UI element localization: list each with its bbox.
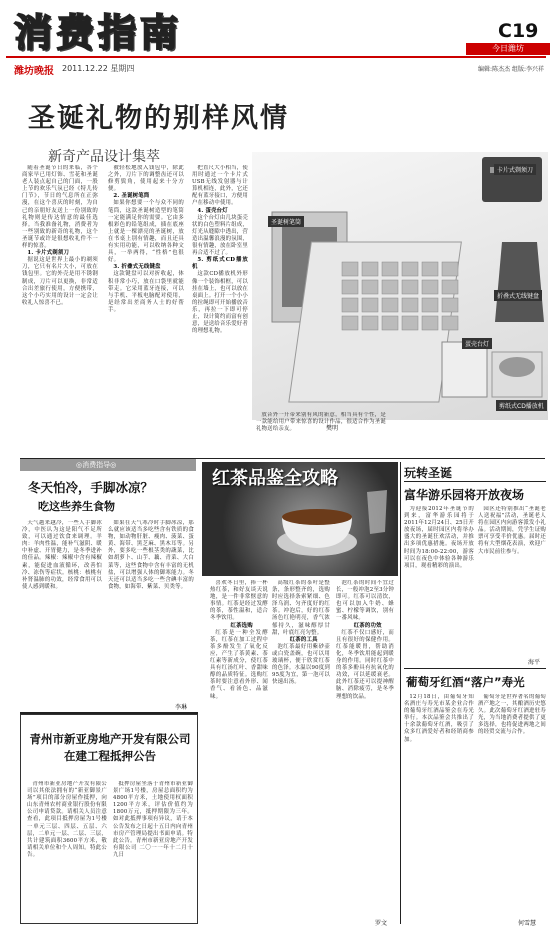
tea-col-2 bbox=[272, 580, 330, 925]
feature-para: 如果你想要一个与众不同的笔筒，这款圣诞树造型的笔筒一定能满足你的需要。它由多根彩色的铅笔组成，插在底座上就是一棵漂亮的圣诞树，放在书桌上别有情趣，而且还具有实用功能，可以收纳各种文具，一举两得，“性格”也很好。 bbox=[108, 200, 184, 264]
feature-col-1 bbox=[22, 165, 98, 435]
section-title: 消费指南 bbox=[14, 11, 183, 55]
wine-para: 葡萄牙是世界著名的葡萄酒产地之一，其酿酒历史悠久。此次葡萄牙红酒进驻寿光，为当地消费者提供了更多选择，也将促进两地之间的经贸交流与合作。 bbox=[478, 694, 546, 736]
notice-title: 青州市新亚房地产开发有限公司在建工程抵押公告 bbox=[29, 732, 191, 763]
tea-para: 红茶是一种全发酵茶，红茶在加工过程中茶多酚发生了氧化反应，产生了茶黄素、茶红素等新成分，使红茶具有红汤红叶、香甜味醇的品质特征。选购红茶时要注意看外形、闻香气、看汤色、品滋味。 bbox=[210, 629, 268, 700]
wine-col-2 bbox=[478, 694, 546, 916]
caption-pen-holder: 圣诞树笔筒 bbox=[268, 216, 304, 227]
feature-col-3 bbox=[192, 165, 248, 420]
page-header bbox=[0, 0, 550, 58]
tea-para: 高级红茶的茶叶是整条，条形整齐的，选购时应选择条索紧细、色泽乌润、匀齐度好的红茶。冲泡后，好的红茶汤色红艳明亮，香气浓郁持久，滋味醇厚甘甜，叶底红亮匀整。 bbox=[272, 580, 330, 636]
tea-para: 红茶不仅口感好，而且有很好的保健作用。红茶能暖胃，帮助消化，冬季饮用能起到暖身的作用。同时红茶中的茶多酚具有抗氧化的功效，可以延缓衰老。此外红茶还可以提神醒脑、消除疲劳，是冬季理想的饮品。 bbox=[336, 629, 394, 700]
caption-cd-player: 剪纸式CD播放机 bbox=[496, 400, 547, 411]
feature-subtitle: 新奇产品设计集萃 bbox=[48, 149, 160, 165]
health-headline: 冬天怕冷，手脚冰凉？ bbox=[28, 480, 154, 495]
tea-headline: 红茶品鉴全攻略 bbox=[212, 468, 338, 489]
feature-para: 这款键盘可以对折收起，体积非常小巧，放在口袋里就能带走。它采用蓝牙连接，可以与手机、平板电脑配对使用，是经常出差商务人士的好帮手。 bbox=[108, 271, 184, 313]
tea-author: 罗文 bbox=[375, 920, 388, 927]
page-number: C19 bbox=[498, 20, 539, 42]
feature-subhead: 4. 蛋壳台灯 bbox=[197, 207, 228, 214]
feature-subhead: 1. 卡片式剃须刀 bbox=[27, 250, 70, 257]
park-author: 海平 bbox=[528, 659, 541, 666]
divider-3 bbox=[404, 668, 546, 669]
wine-headline: 葡萄牙红酒“落户”寿光 bbox=[406, 675, 525, 689]
tea-subhead: 红茶选购 bbox=[230, 622, 253, 629]
dateline bbox=[14, 62, 544, 77]
caption-lamp: 蛋壳台灯 bbox=[462, 338, 492, 349]
caption-razor: 卡片式剃须刀 bbox=[494, 164, 536, 175]
kicker-text: ◎消费指导◎ bbox=[76, 461, 117, 469]
feature-subhead: 5. 剪纸式CD播放机 bbox=[192, 257, 248, 271]
tea-para: 泡红茶的时间不宜过长，一般冲泡2至3分钟即可。红茶可以清饮，也可以加入牛奶、蜂蜜、柠檬等调饮，别有一番风味。 bbox=[336, 580, 394, 622]
section-tag: 今日潍坊 bbox=[466, 43, 550, 55]
feature-para: 放音外一升带来别有风的新意，相当具有个性，是一款能给用户带来惊喜的设计作品，很适合作为圣诞礼物送给亲友。 bbox=[256, 412, 386, 433]
feature-para: 据说这是世界上最小的剃须刀，它只有名片大小，可放在钱包里。它的外壳是用不锈钢制成，刀片可以更换，非常适合出差旅行使用，方便携带，这个小巧实用的设计一定会让收礼人惊喜不已。 bbox=[22, 257, 98, 306]
paper-logo: 潍坊晚报 bbox=[14, 66, 54, 77]
feature-headline: 圣诞礼物的别样风情 bbox=[28, 103, 289, 134]
tea-subhead: 红茶的功效 bbox=[353, 622, 382, 629]
issue-date: 2011.12.22 星期四 bbox=[62, 64, 135, 73]
feature-para: 随着圣诞节日的来临，各个商家早已用灯饰、雪花和圣诞老人装点起自己的门面，一股上节的欢乐气氛已经《特儿传门节》，节日的气息所在正弥漫，在这个喜庆的时刻，为自己的亲朋好友送上一份别致的礼物则是传达情意的最佳选择。当我准备礼物，消费者为一些别致的新奇的礼物，这个圣诞节或许是很想收礼件不一样的惊喜。 bbox=[22, 165, 98, 250]
park-para: 为迎接2012年圣诞节的到来，富华游乐园将于2011年12月24日、25日开放夜场，届时园区内将举办盛大的圣诞狂欢活动，并推出多项优惠措施。夜场开放时间为18:00-22:00，游客可以在夜色中体验各种游乐项目，观看精彩的演出。 bbox=[404, 506, 474, 569]
feature-author: 樊明 bbox=[326, 425, 339, 432]
notice-col-2 bbox=[113, 781, 193, 921]
gift-collage bbox=[252, 152, 548, 420]
notice-para: 抵押房屋坐落于青州市新亚御景广场1号楼，房屋总面积约为4800平方米，土地使用权面积1200平方米，评估价值约为1800万元，抵押期限为三年。如对此抵押事项有异议，请于本公告发布之日起十五日内向青州市房产管理局提出书面申请。特此公告。青州市新亚房地产开发有限公司 二〇一一年十二月十九日 bbox=[113, 781, 193, 858]
health-subtitle: 吃这些养生食物 bbox=[38, 500, 115, 513]
feature-para: 这款CD播放机外形像一个装饰相框，可以挂在墙上，也可以放在桌面上。打开一个小小的拉绳即可开始播放音乐，再拉一下即可停止，设计简约而富有创意，是送给音乐爱好者的理想礼物。 bbox=[192, 271, 248, 335]
health-author: 李琳 bbox=[175, 704, 188, 711]
tea-col-1 bbox=[210, 580, 268, 925]
feature-para: 这个台灯由几块蛋壳状的白色塑料片组成，灯光从缝隙中透出，营造出温馨浪漫的氛围，很有情趣，放在卧室里再合适不过了。 bbox=[192, 214, 248, 257]
feature-subhead: 3. 折叠式无线键盘 bbox=[113, 264, 161, 271]
notice-para: 青州市新亚房地产开发有限公司以其依法拥有的“新亚御景广场”项目的部分房屋作抵押，向山东青州农村商业银行股份有限公司申请贷款。请相关人员注意查看，此项目抵押房屋为1号楼一单元三层、四层、五层、六层，二单元一层、二层、三层，共计建筑面积3600平方米，敬请相关单位和个人周知。特此公告。 bbox=[27, 781, 107, 858]
feature-col-2 bbox=[108, 165, 184, 435]
park-col-1 bbox=[404, 506, 474, 664]
wine-author: 何雪慧 bbox=[518, 920, 537, 927]
feature-para: 把直尺大小相当，使用时通过一个卡片式USB无线发射器与计算机相连，此外，它还配有蓝牙接口，方便用户在移动中使用。 bbox=[192, 165, 248, 207]
gift-product-photo bbox=[252, 152, 548, 420]
tea-para: 泡红茶最好用紫砂壶或白瓷盖碗，也可以用玻璃杯，便于欣赏红茶的色泽。水温以90度到95度为宜，第一泡可以快速出汤。 bbox=[272, 643, 330, 686]
health-col-2 bbox=[108, 520, 194, 700]
caption-keyboard: 折叠式无线键盘 bbox=[494, 290, 542, 301]
park-para: 园区还特别推出“圣诞老人送祝福”活动，圣诞老人将在园区内向游客派发小礼品。活动期间，凭学生证购票可享受半价优惠。届时还将有大型烟花表演，欢迎广大市民前往参与。 bbox=[478, 506, 546, 555]
feature-col-4 bbox=[256, 412, 386, 452]
health-para: 天气越来越冷，一些人手脚冰冷，中医认为这是阳气不足所致，可以通过饮食来调理。羊肉：羊肉性温，能补气滋阴、暖中补虚、开胃健力，是冬季进补的佳品。辣椒：辣椒中含有辣椒素，能促进血液循环，改善怕冷、冻伤等症状。核桃：核桃有补肾温肺的功效，经常食用可以使人感到暖和。 bbox=[22, 520, 102, 590]
health-para: 如果在天气寒冷时手脚冰凉，那么就应该适当多吃些含有铁质的食物，如动物肝脏、瘦肉、菠菜、蛋黄、海带、黑芝麻、黑木耳等。另外，要多吃一些根茎类的蔬菜，比如胡萝卜、山芋、藕、青菜、大白菜等，这些食物中含有丰富的无机盐，可以增强人体的御寒能力。冬天还可以适当多吃一些含碘丰富的食物，如海带、紫菜、贝类等。 bbox=[108, 520, 194, 590]
editor-credits: 编辑:陈杰杰 组版:李兴祥 bbox=[478, 66, 544, 73]
tea-subhead: 红茶的工具 bbox=[289, 636, 318, 643]
header-rule bbox=[6, 56, 546, 58]
park-col-2 bbox=[478, 506, 546, 656]
feature-subhead: 2. 圣诞树笔筒 bbox=[113, 193, 150, 200]
wine-col-1 bbox=[404, 694, 474, 924]
feature-para: 被轻松地放入钱包中，除此之外，刀片下的调整齿还可以修剪鬓角，使用起来十分方便。 bbox=[108, 165, 184, 193]
tea-para: 喜欢冬日里，捧一杯热红茶，和好友谈天说地，是一件非常惬意的事情。红茶是经过发酵的茶，茶性温和，适合冬季饮用。 bbox=[210, 580, 268, 622]
wine-para: 12月18日，由葡萄牙知名酒庄与寿光市某企业合作的葡萄牙红酒品鉴会在寿光举行。本次品鉴会共推出了十余款葡萄牙红酒，吸引了众多红酒爱好者和经销商参加。 bbox=[404, 694, 474, 743]
vertical-rule bbox=[400, 462, 401, 924]
park-rule bbox=[404, 481, 546, 482]
health-col-1 bbox=[22, 520, 102, 700]
kicker-bar bbox=[20, 459, 196, 471]
park-headline: 富华游乐园将开放夜场 bbox=[404, 488, 525, 502]
tea-col-3 bbox=[336, 580, 394, 918]
notice-box bbox=[20, 714, 198, 924]
notice-col-1 bbox=[27, 781, 107, 921]
park-kicker: 玩转圣诞 bbox=[404, 466, 453, 480]
